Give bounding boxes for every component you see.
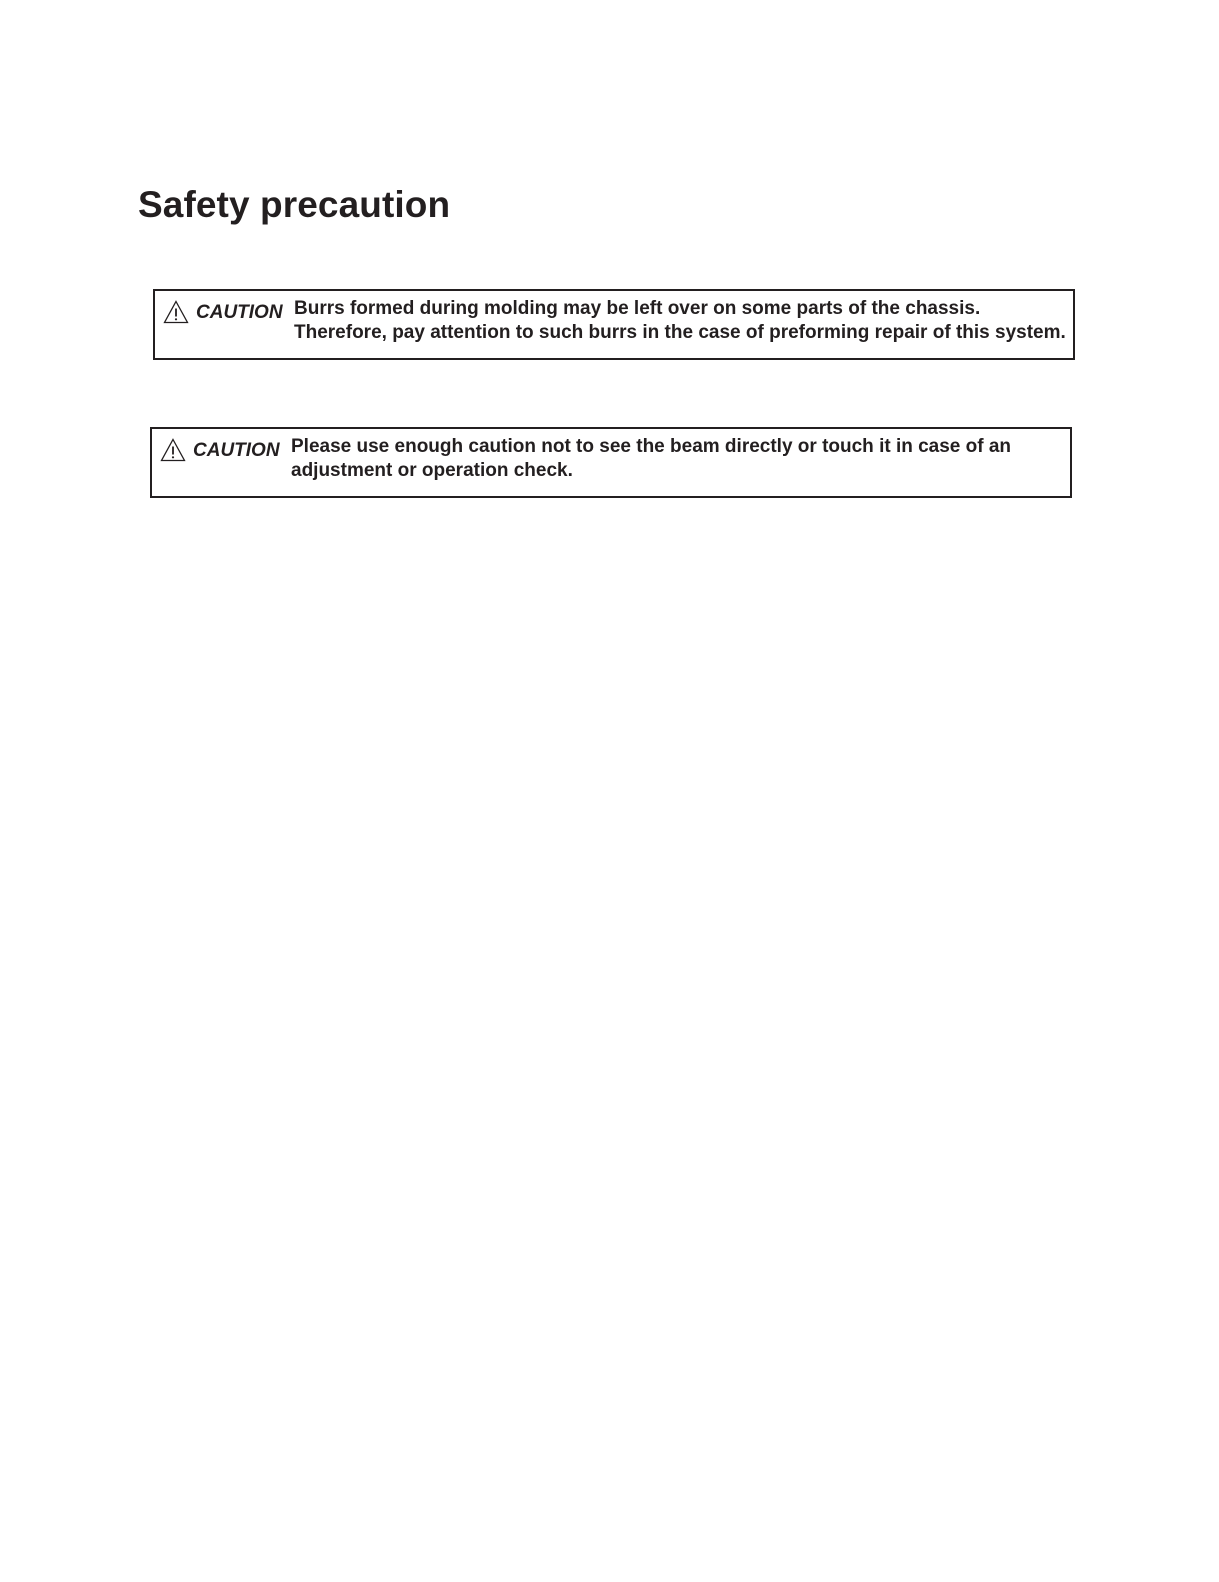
caution-label: CAUTION xyxy=(196,302,283,323)
caution-box-burrs xyxy=(153,289,1075,360)
caution-label: CAUTION xyxy=(193,440,280,461)
caution-text: Burrs formed during molding may be left over on some parts of the chassis. Therefore, pay attention to such burrs in the case of preforming repair of this system. xyxy=(294,298,1066,343)
caution-text: Please use enough caution not to see the beam directly or touch it in case of an adjustment or operation check. xyxy=(291,436,1012,481)
warning-triangle-icon xyxy=(163,300,189,324)
warning-triangle-icon xyxy=(160,438,186,462)
caution-box-beam xyxy=(150,427,1072,498)
page-title: Safety precaution xyxy=(138,184,451,225)
